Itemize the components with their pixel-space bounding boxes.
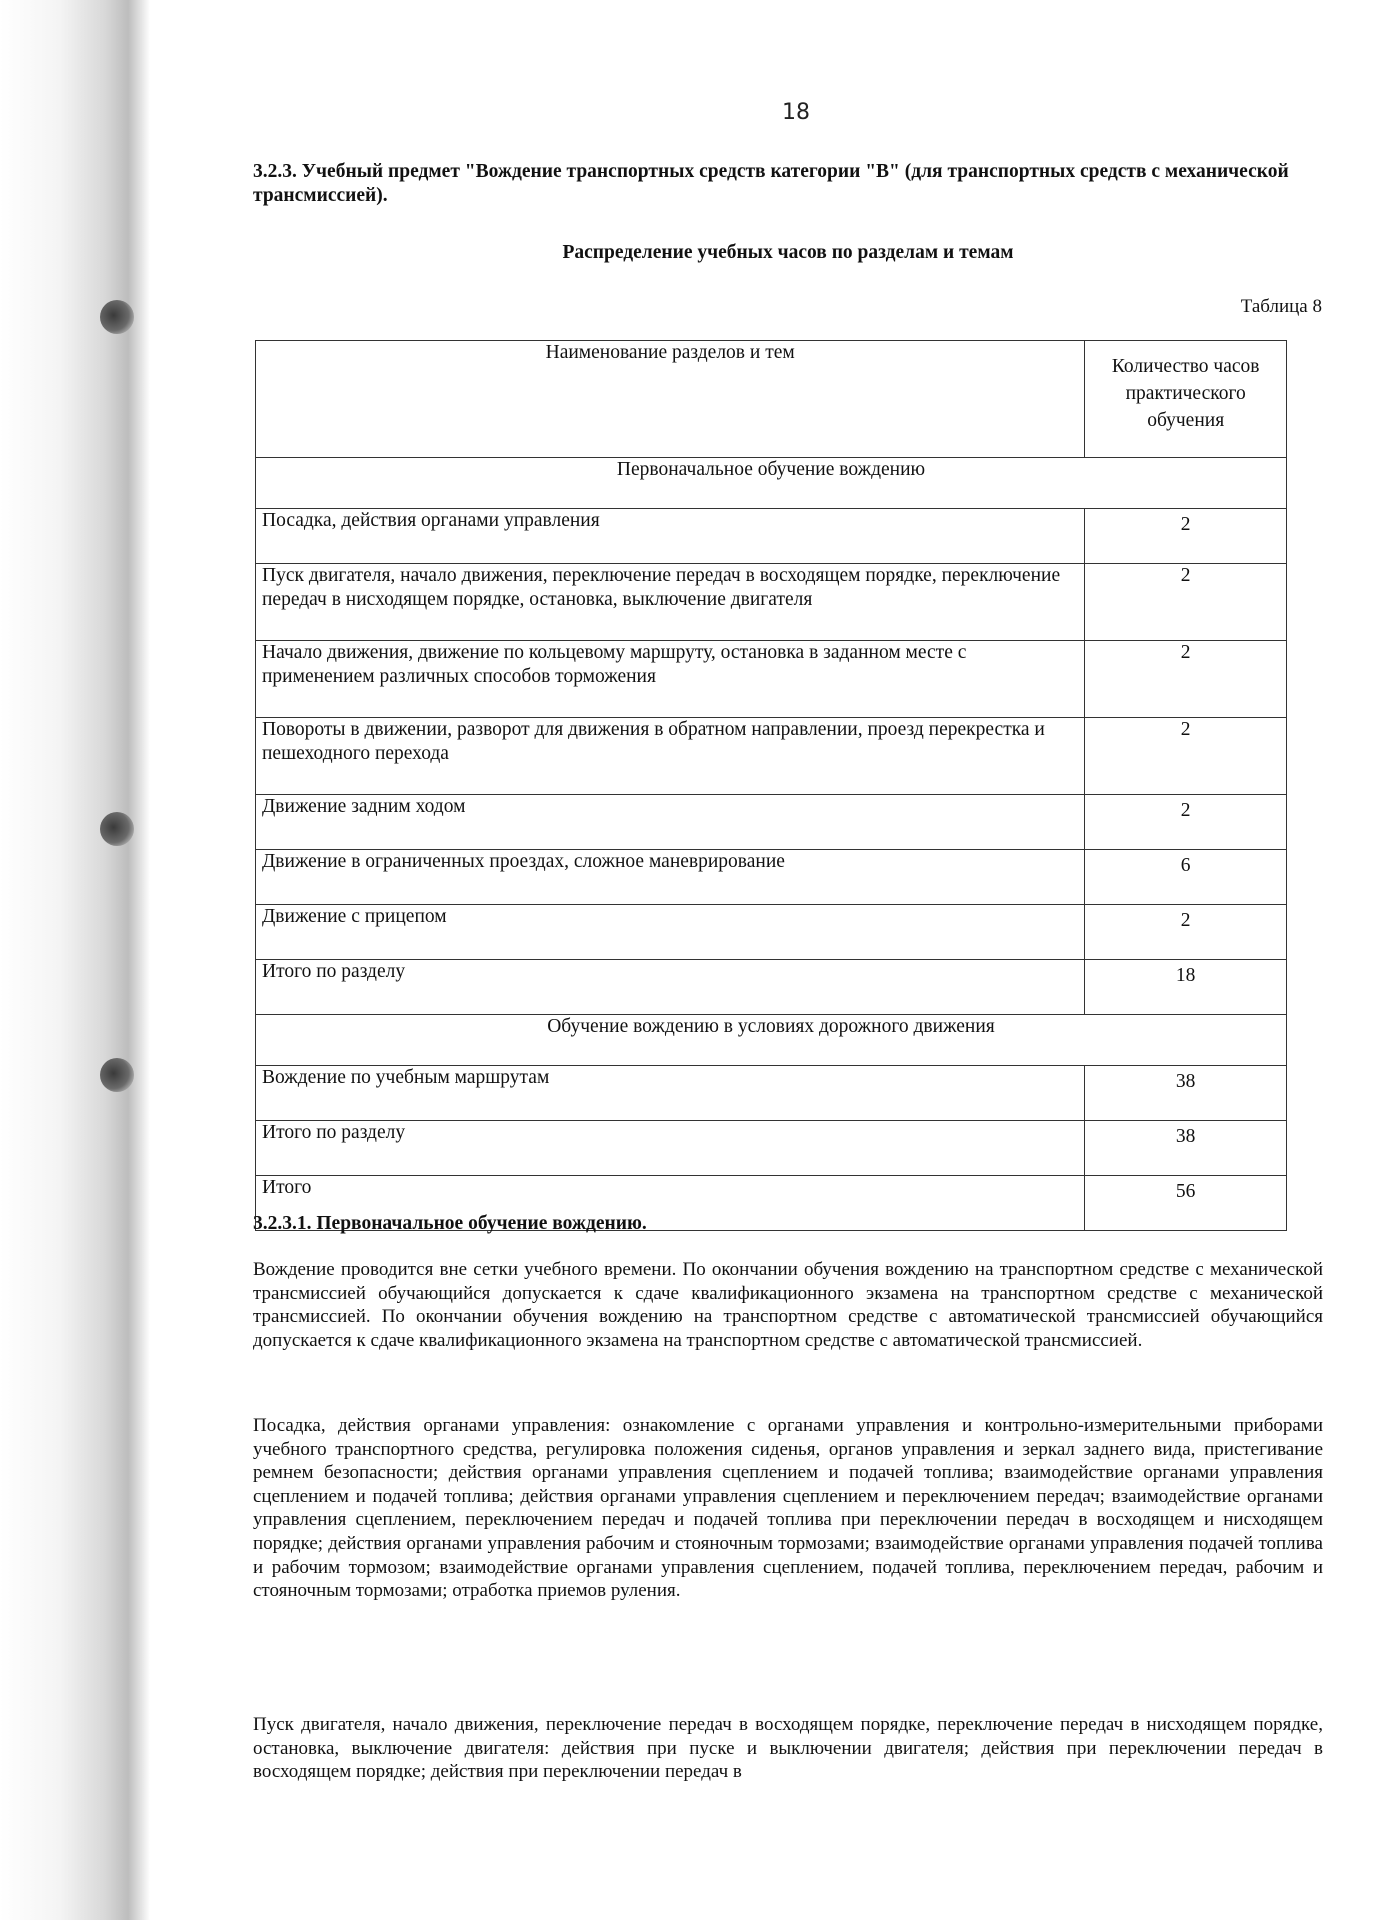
table-header-row xyxy=(256,341,1287,458)
table-row xyxy=(256,905,1287,960)
binder-hole-2 xyxy=(100,812,134,846)
topic-hours: 2 xyxy=(1085,905,1287,960)
subsection-title: 3.2.3.1. Первоначальное обучение вождению. xyxy=(253,1213,647,1234)
column-header-name: Наименование разделов и тем xyxy=(256,341,1085,458)
column-header-hours: Количество часов практического обучения xyxy=(1085,341,1287,458)
section-title: Первоначальное обучение вождению xyxy=(256,458,1287,509)
topic-name: Повороты в движении, разворот для движения в обратном направлении, проезд перекрестка и пешеходного перехода xyxy=(256,718,1085,795)
section-title: Обучение вождению в условиях дорожного движения xyxy=(256,1015,1287,1066)
binder-hole-3 xyxy=(100,1058,134,1092)
topic-hours: 2 xyxy=(1085,509,1287,564)
table-row xyxy=(256,718,1287,795)
topic-name: Итого по разделу xyxy=(256,960,1085,1015)
table-row xyxy=(256,641,1287,718)
page-number: 18 xyxy=(782,100,810,125)
topic-hours: 6 xyxy=(1085,850,1287,905)
table-caption: Распределение учебных часов по разделам и темам xyxy=(562,242,1014,263)
table-row xyxy=(256,795,1287,850)
topic-name: Пуск двигателя, начало движения, переключение передач в восходящем порядке, переключение передач в нисходящем порядке, остановка, выключение двигателя xyxy=(256,564,1085,641)
topic-hours: 2 xyxy=(1085,641,1287,718)
hours-table xyxy=(255,340,1287,1231)
table-row xyxy=(256,1121,1287,1176)
topic-hours: 18 xyxy=(1085,960,1287,1015)
topic-hours: 2 xyxy=(1085,795,1287,850)
topic-name: Движение с прицепом xyxy=(256,905,1085,960)
table-row xyxy=(256,564,1287,641)
paragraph-1: Вождение проводится вне сетки учебного времени. По окончании обучения вождению на транспортном средстве с механической трансмиссией обучающийся допускается к сдаче квалификационного экзамена на транспортном средстве с механической трансмиссией. По окончании обучения вождению на транспортном средстве с автоматической трансмиссией обучающийся допускается к сдаче квалификационного экзамена на транспортном средстве с автоматической трансмиссией. xyxy=(253,1259,1323,1351)
topic-name: Итого по разделу xyxy=(256,1121,1085,1176)
binding-shadow xyxy=(0,0,150,1920)
topic-name: Итого xyxy=(256,1176,1085,1231)
paragraph-3: Пуск двигателя, начало движения, переключение передач в восходящем порядке, переключение передач в нисходящем порядке, остановка, выключение двигателя: действия при пуске и выключении двигателя; действия при переключении передач в восходящем порядке; действия при переключении передач в xyxy=(253,1714,1323,1783)
binder-hole-1 xyxy=(100,300,134,334)
table-row xyxy=(256,509,1287,564)
table-section-row xyxy=(256,458,1287,509)
table-section-row xyxy=(256,1015,1287,1066)
topic-name: Начало движения, движение по кольцевому маршруту, остановка в заданном месте с применением различных способов торможения xyxy=(256,641,1085,718)
topic-hours: 38 xyxy=(1085,1121,1287,1176)
topic-hours: 2 xyxy=(1085,564,1287,641)
table-row xyxy=(256,960,1287,1015)
topic-hours: 2 xyxy=(1085,718,1287,795)
topic-hours: 38 xyxy=(1085,1066,1287,1121)
table-row xyxy=(256,850,1287,905)
topic-name: Вождение по учебным маршрутам xyxy=(256,1066,1085,1121)
paragraph-2: Посадка, действия органами управления: ознакомление с органами управления и контрольно-измерительными приборами учебного транспортного средства, регулировка положения сиденья, органов управления и зеркал заднего вида, пристегивание ремнем безопасности; действия органами управления сцеплением и подачей топлива; взаимодействие органами управления сцеплением и подачей топлива; действия органами управления сцеплением и переключением передач; взаимодействие органами управления сцеплением, переключением передач и подачей топлива при переключении передач в восходящем и нисходящем порядке; действия органами управления рабочим и стояночным тормозами; взаимодействие органами управления подачей топлива и рабочим тормозом; взаимодействие органами управления сцеплением, подачей топлива, переключением передач, рабочим и стояночным тормозами; отработка приемов руления. xyxy=(253,1415,1323,1602)
topic-hours: 56 xyxy=(1085,1176,1287,1231)
topic-name: Движение задним ходом xyxy=(256,795,1085,850)
topic-name: Посадка, действия органами управления xyxy=(256,509,1085,564)
topic-name: Движение в ограниченных проездах, сложное маневрирование xyxy=(256,850,1085,905)
table-label: Таблица 8 xyxy=(1240,296,1322,317)
section-heading: 3.2.3. Учебный предмет "Вождение транспортных средств категории "В" (для транспортных средств с механической трансмиссией). xyxy=(253,161,1289,206)
table-row xyxy=(256,1066,1287,1121)
